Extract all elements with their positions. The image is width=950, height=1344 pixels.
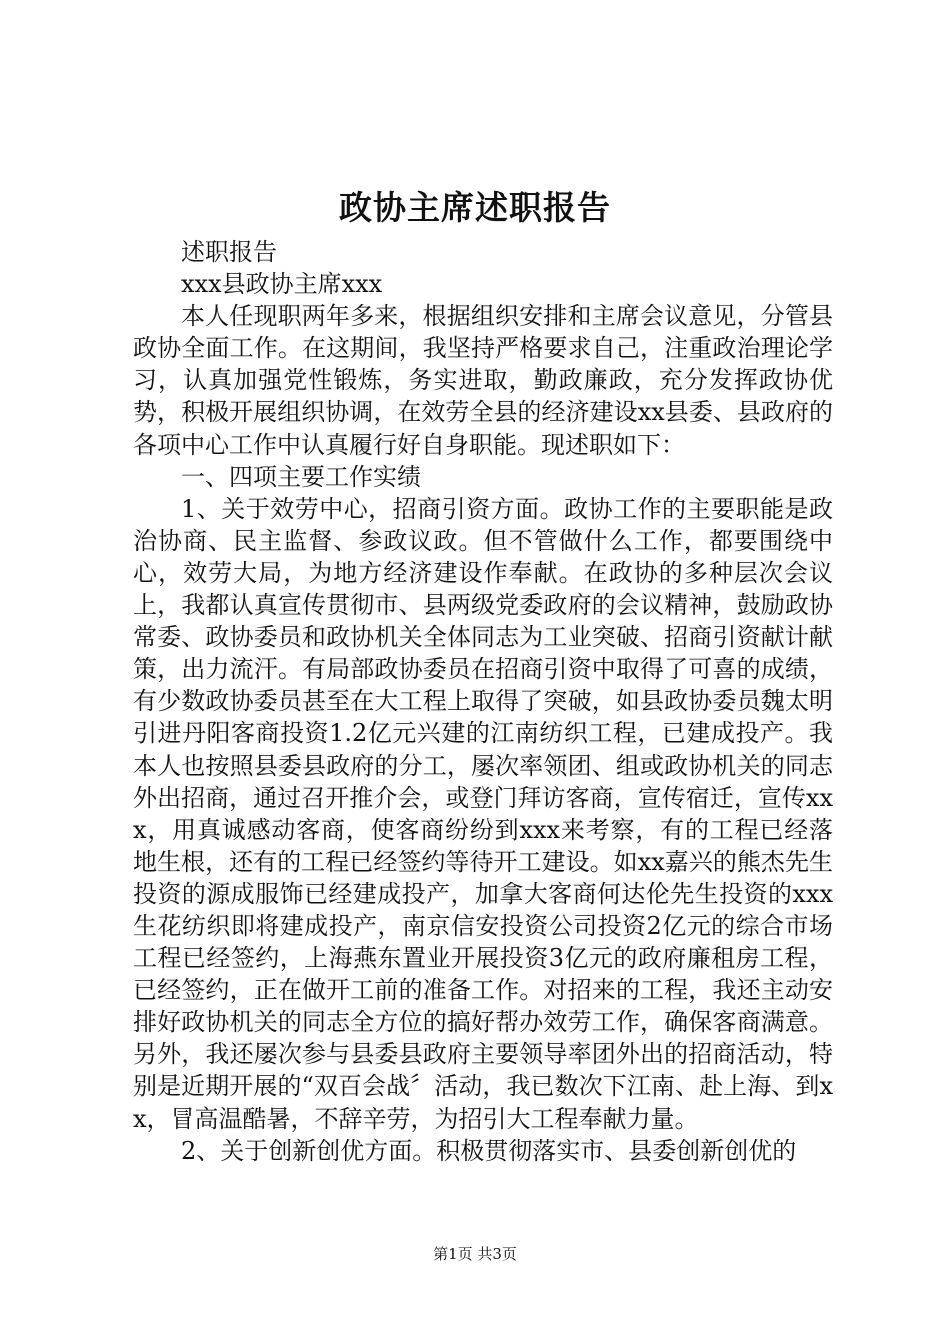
paragraph-innovation-work: 2、关于创新创优方面。积极贯彻落实市、县委创新创优的 xyxy=(181,1136,797,1165)
page-footer: 第1页 共3页 xyxy=(433,1245,517,1263)
paragraph-section-heading: 一、四项主要工作实绩 xyxy=(181,462,421,491)
paragraph-introduction: 本人任现职两年多来，根据组织安排和主席会议意见，分管县政协全面工作。在这期间，我坚持严格要求自己，注重政治理论学习，认真加强党性锻炼，务实进取，勤政廉政，充分发挥政协优势，积极开展组织协调，在效劳全县的经济建设xx县委、县政府的各项中心工作中认真履行好自身职能。现述职如下： xyxy=(133,302,833,459)
document-title: 政协主席述职报告 xyxy=(339,188,611,227)
document-body xyxy=(133,236,833,1167)
paragraph-investment-work: 1、关于效劳中心，招商引资方面。政协工作的主要职能是政治协商、民主监督、参政议政。但不管做什么工作，都要围绕中心，效劳大局，为地方经济建设作奉献。在政协的多种层次会议上，我都认真宣传贯彻市、县两级党委政府的会议精神，鼓励政协常委、政协委员和政协机关全体同志为工业突破、招商引资献计献策，出力流汗。有局部政协委员在招商引资中取得了可喜的成绩，有少数政协委员甚至在大工程上取得了突破，如县政协委员魏太明引进丹阳客商投资1.2亿元兴建的江南纺织工程，已建成投产。我本人也按照县委县政府的分工，屡次率领团、组或政协机关的同志外出招商，通过召开推介会，或登门拜访客商，宣传宿迁，宣传xxx，用真诚感动客商，使客商纷纷到xxx来考察，有的工程已经落地生根，还有的工程已经签约等待开工建设。如xx嘉兴的熊杰先生投资的源成服饰已经建成投产，加拿大客商何达伦先生投资的xxx生花纺织即将建成投产，南京信安投资公司投资2亿元的综合市场工程已经签约，上海燕东置业开展投资3亿元的政府廉租房工程，已经签约，正在做开工前的准备工作。对招来的工程，我还主动安排好政协机关的同志全方位的搞好帮办效劳工作，确保客商满意。另外，我还屡次参与县委县政府主要领导率团外出的招商活动，特别是近期开展的“双百会战〞活动，我已数次下江南、赴上海、到xx，冒高温酷暑，不辞辛劳，为招引大工程奉献力量。 xyxy=(133,494,833,1133)
paragraph-author-line: xxx县政协主席xxx xyxy=(181,270,383,299)
paragraph-heading-label: 述职报告 xyxy=(181,238,277,266)
